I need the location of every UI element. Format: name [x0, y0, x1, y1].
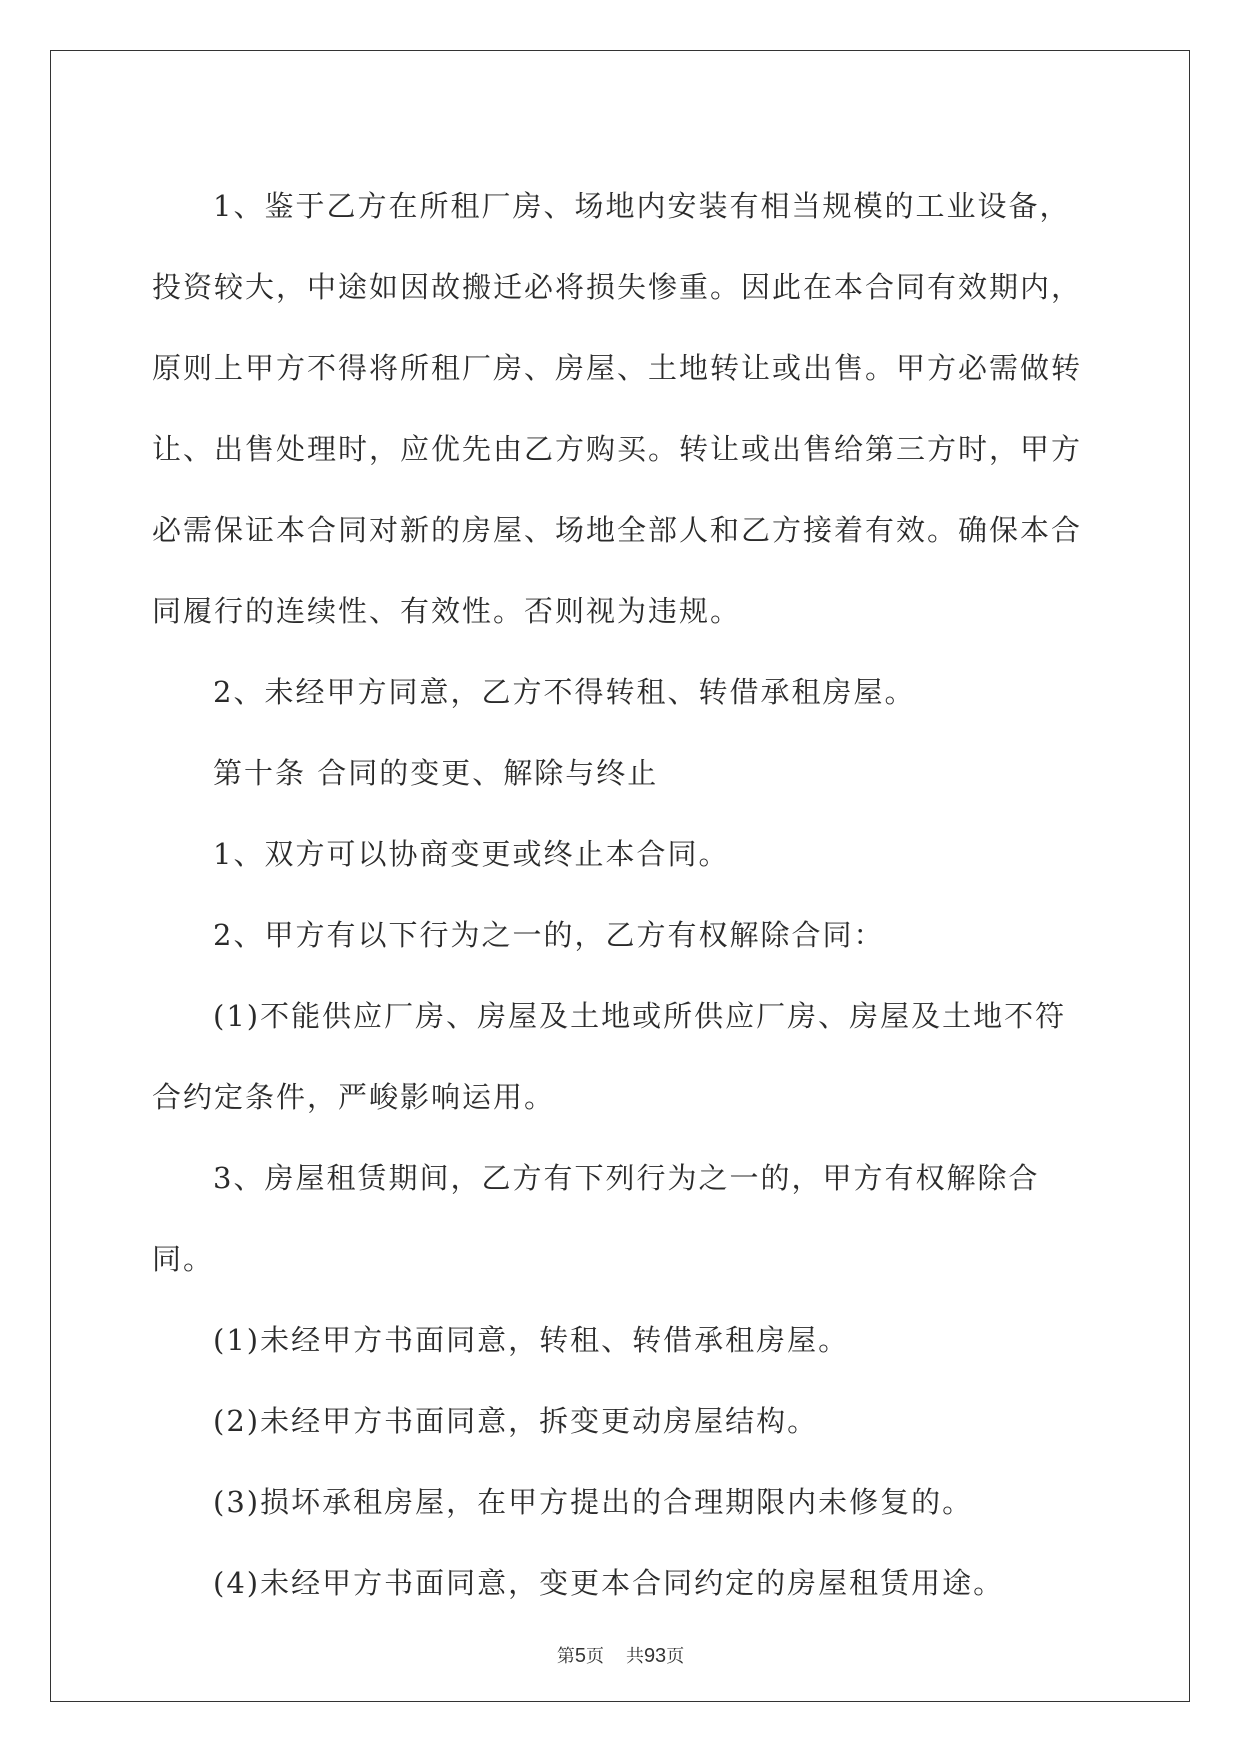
paragraph-termination-3-item-3: (3)损坏承租房屋，在甲方提出的合理期限内未修复的。 — [213, 1485, 974, 1519]
document-body — [152, 166, 1097, 1624]
paragraph-clause-1: 1、鉴于乙方在所租厂房、场地内安装有相当规模的工业设备，投资较大，中途如因故搬迁必将损失惨重。因此在本合同有效期内，原则上甲方不得将所租厂房、房屋、土地转让或出售。甲方必需做转让、出售处理时，应优先由乙方购买。转让或出售给第三方时，甲方必需保证本合同对新的房屋、场地全部人和乙方接着有效。确保本合同履行的连续性、有效性。否则视为违规。 — [152, 189, 1083, 628]
page-prefix: 第 — [556, 1646, 575, 1667]
paragraph-termination-2-item-1: (1)不能供应厂房、房屋及土地或所供应厂房、房屋及土地不符合约定条件，严峻影响运用。 — [152, 999, 1067, 1114]
page-footer — [0, 1642, 1241, 1668]
paragraph-termination-1: 1、双方可以协商变更或终止本合同。 — [213, 837, 730, 871]
total-prefix: 共 — [625, 1646, 644, 1667]
paragraph-termination-3-item-2: (2)未经甲方书面同意，拆变更动房屋结构。 — [213, 1404, 819, 1438]
paragraph-termination-3-item-4: (4)未经甲方书面同意，变更本合同约定的房屋租赁用途。 — [213, 1566, 1005, 1600]
total-suffix: 页 — [666, 1646, 685, 1667]
paragraph-clause-2: 2、未经甲方同意，乙方不得转租、转借承租房屋。 — [213, 675, 916, 709]
page-suffix: 页 — [585, 1646, 604, 1667]
page-number: 5 — [574, 1645, 586, 1667]
paragraph-termination-3: 3、房屋租赁期间，乙方有下列行为之一的，甲方有权解除合同。 — [152, 1161, 1040, 1276]
paragraph-termination-3-item-1: (1)未经甲方书面同意，转租、转借承租房屋。 — [213, 1323, 850, 1357]
paragraph-termination-2: 2、甲方有以下行为之一的，乙方有权解除合同： — [213, 918, 885, 952]
total-pages: 93 — [643, 1645, 667, 1667]
section-heading-article-10: 第十条 合同的变更、解除与终止 — [213, 756, 659, 790]
